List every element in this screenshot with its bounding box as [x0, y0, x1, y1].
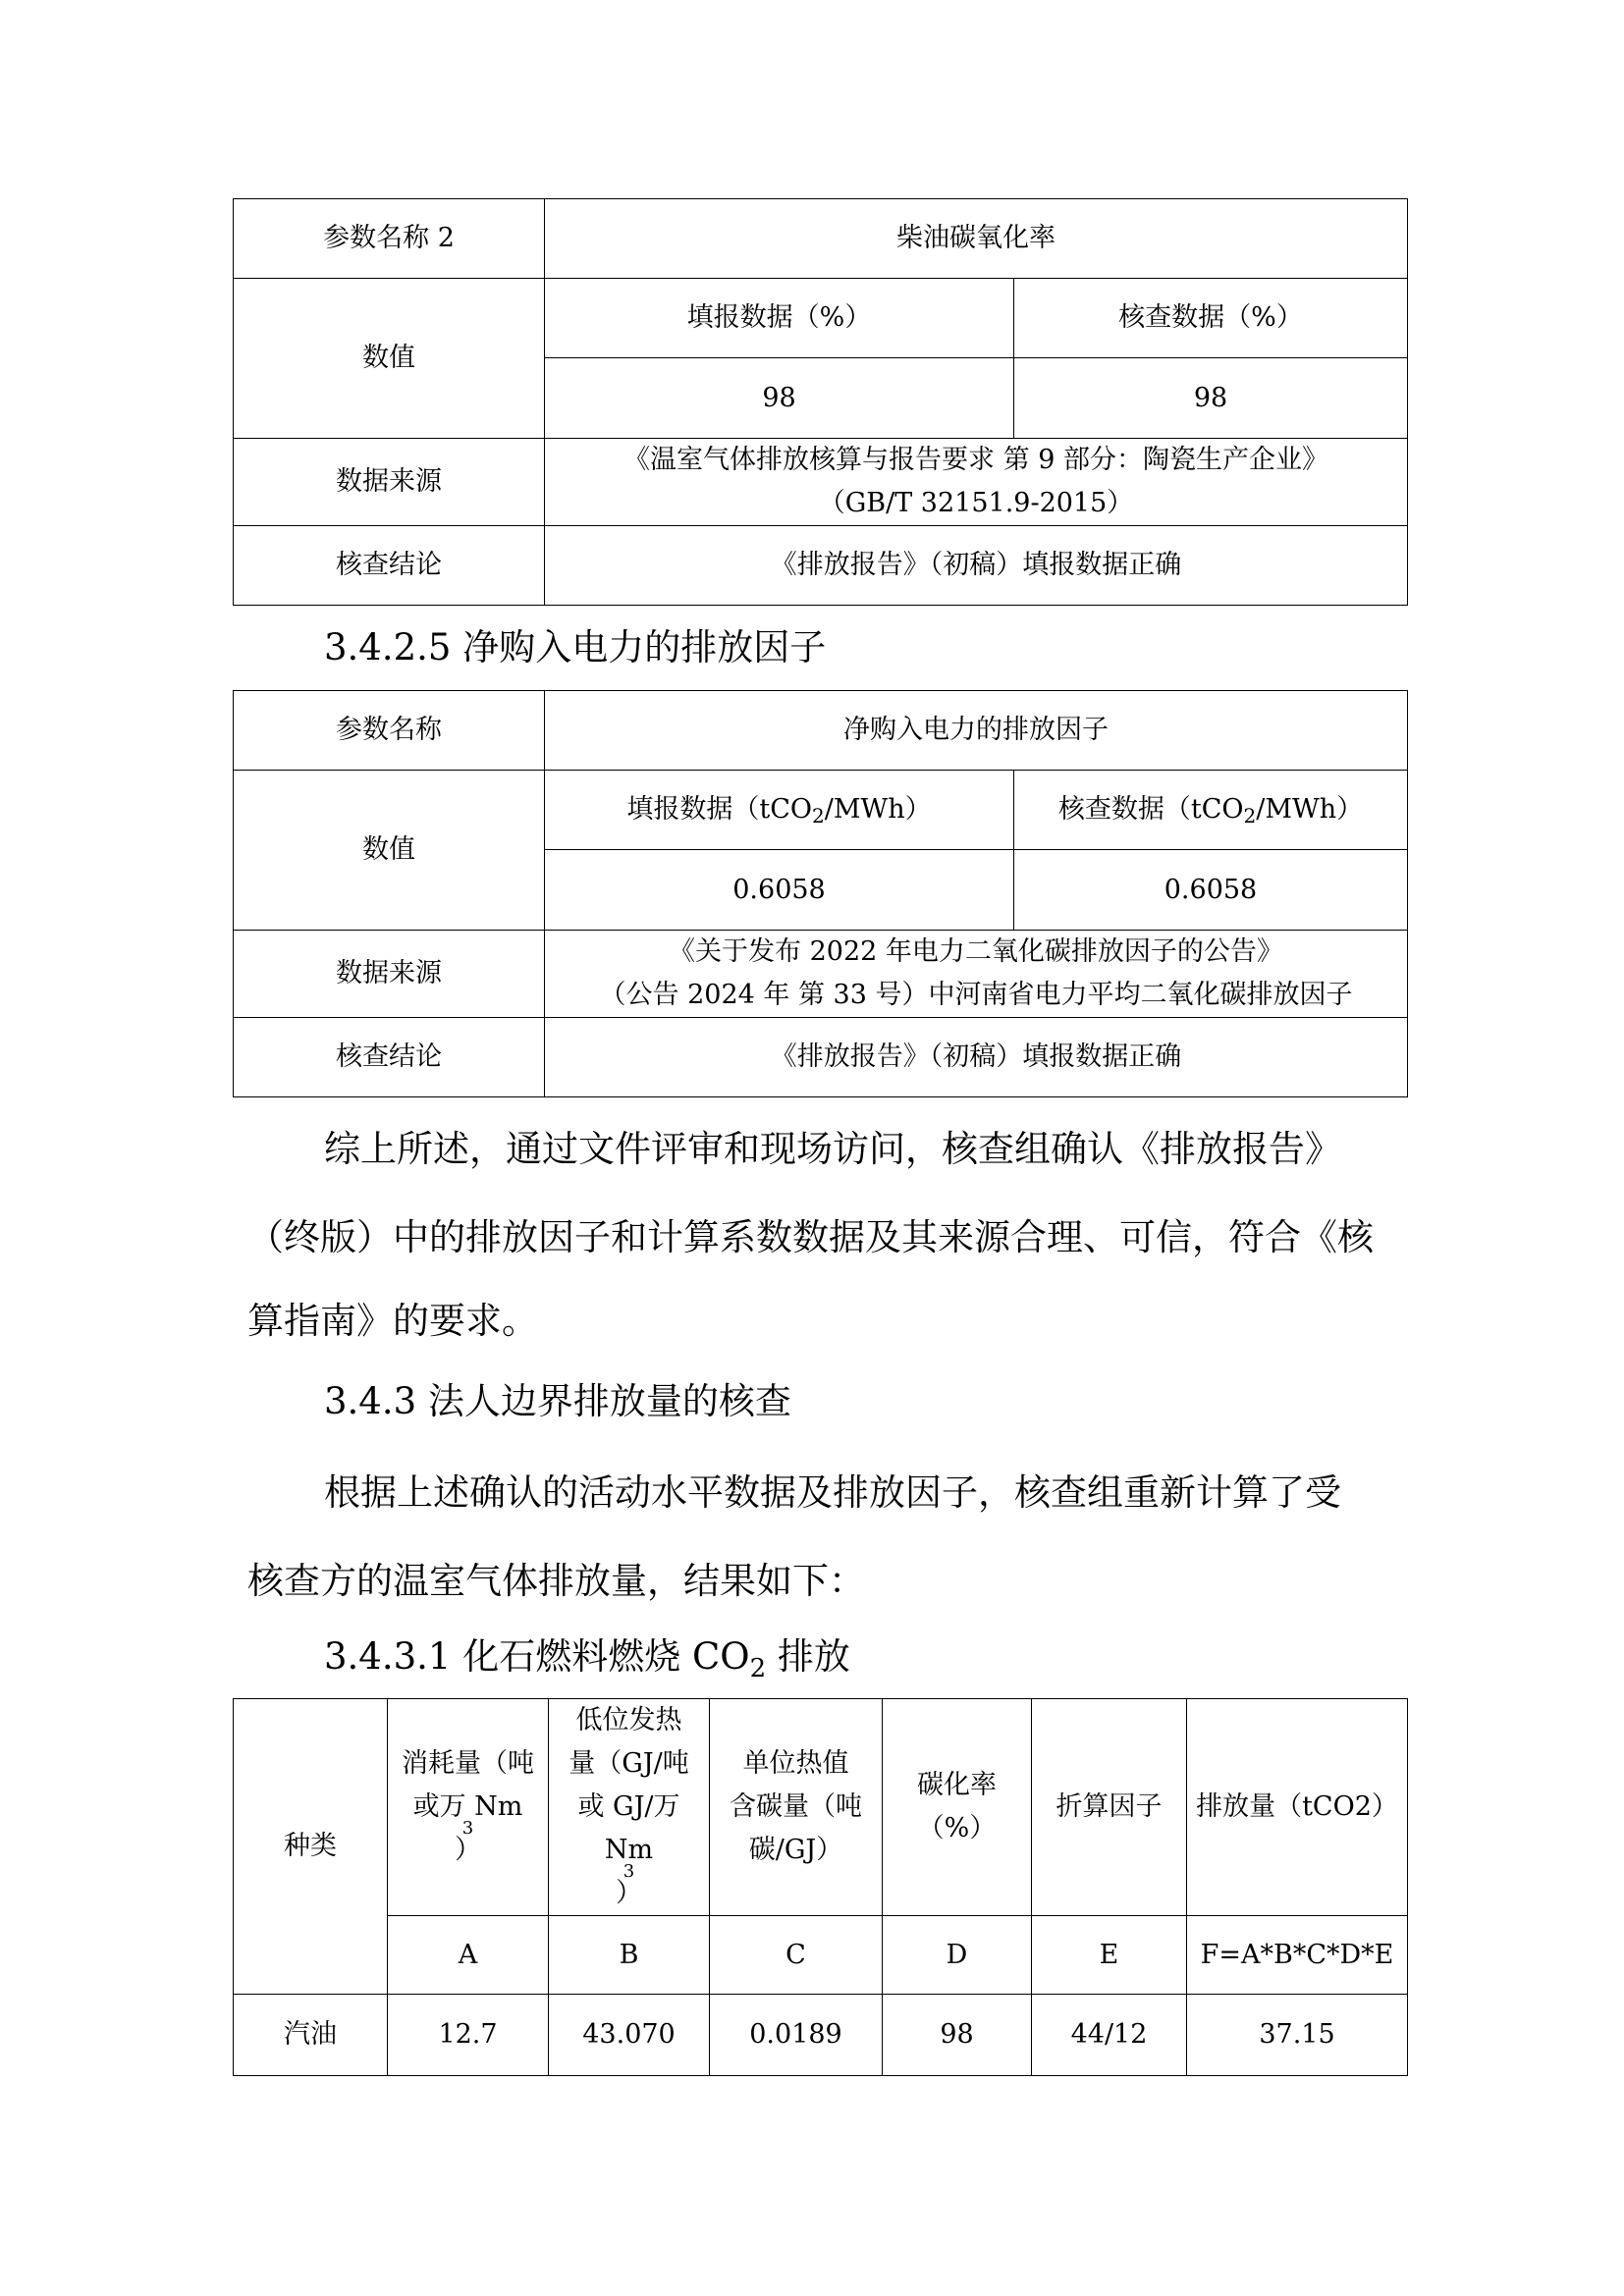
- value-a-cell: 12.7: [388, 1995, 549, 2076]
- letter-a: A: [388, 1916, 549, 1995]
- verified-value: 98: [1014, 358, 1408, 439]
- value-e-cell: 44/12: [1032, 1995, 1187, 2076]
- conclusion-value: 《排放报告》（初稿）填报数据正确: [545, 1018, 1408, 1097]
- source-value: [545, 439, 1408, 526]
- source-label: 数据来源: [234, 439, 545, 526]
- recalc-line: 核查方的温室气体排放量，结果如下：: [247, 1560, 865, 1602]
- recalc-line: 根据上述确认的活动水平数据及排放因子，核查组重新计算了受: [324, 1471, 1341, 1514]
- col-e-header: 折算因子: [1032, 1699, 1187, 1916]
- conclusion-value: 《排放报告》（初稿）填报数据正确: [545, 526, 1408, 606]
- value-b-cell: 43.070: [549, 1995, 710, 2076]
- formula-f: F=A*B*C*D*E: [1187, 1916, 1408, 1995]
- reported-value: 0.6058: [545, 850, 1014, 931]
- col-type-header: 种类: [234, 1699, 388, 1995]
- letter-e: E: [1032, 1916, 1187, 1995]
- col-f-header: 排放量（tCO2）: [1187, 1699, 1408, 1916]
- summary-line: 综上所述，通过文件评审和现场访问，核查组确认《排放报告》: [324, 1128, 1341, 1170]
- source-label: 数据来源: [234, 931, 545, 1018]
- value-f-cell: 37.15: [1187, 1995, 1408, 2076]
- value-label: 数值: [234, 771, 545, 931]
- section-heading-3425: 3.4.2.5 净购入电力的排放因子: [324, 626, 827, 668]
- value-c-cell: 0.0189: [710, 1995, 883, 2076]
- col-b-header: 低位发热 量（GJ/吨 或 GJ/万 Nm 3 ）: [549, 1699, 710, 1916]
- verified-value: 0.6058: [1014, 850, 1408, 931]
- col-c-header: 单位热值 含碳量（吨 碳/GJ）: [710, 1699, 883, 1916]
- reported-header: 填报数据（tCO$_2$/MWh）: [545, 771, 1014, 850]
- param-label: 参数名称: [234, 691, 545, 771]
- fossil-fuel-table: [233, 1698, 1408, 2076]
- source-line: 《关于发布 2022 年电力二氧化碳排放因子的公告》: [669, 936, 1283, 967]
- source-line: 《温室气体排放核算与报告要求 第 9 部分：陶瓷生产企业》: [623, 445, 1328, 475]
- source-value: [545, 931, 1408, 1018]
- value-label: 数值: [234, 279, 545, 439]
- value-d-cell: 98: [883, 1995, 1032, 2076]
- reported-header: 填报数据（%）: [545, 279, 1014, 358]
- verified-header: 核查数据（tCO$_2$/MWh）: [1014, 771, 1408, 850]
- col-d-header: 碳化率 （%）: [883, 1699, 1032, 1916]
- param-value: 柴油碳氧化率: [545, 199, 1408, 279]
- conclusion-label: 核查结论: [234, 1018, 545, 1097]
- letter-d: D: [883, 1916, 1032, 1995]
- section-heading-343: 3.4.3 法人边界排放量的核查: [324, 1380, 791, 1422]
- param-label: 参数名称 2: [234, 199, 545, 279]
- reported-value: 98: [545, 358, 1014, 439]
- summary-line: 算指南》的要求。: [247, 1300, 538, 1342]
- letter-c: C: [710, 1916, 883, 1995]
- electricity-factor-table: [233, 690, 1408, 1097]
- diesel-oxidation-table: [233, 198, 1408, 606]
- fuel-type-cell: 汽油: [234, 1995, 388, 2076]
- section-heading-3431: 3.4.3.1 化石燃料燃烧 $CO_2$ 排放: [324, 1635, 850, 1683]
- verified-header: 核查数据（%）: [1014, 279, 1408, 358]
- conclusion-label: 核查结论: [234, 526, 545, 606]
- letter-b: B: [549, 1916, 710, 1995]
- summary-line: （终版）中的排放因子和计算系数数据及其来源合理、可信，符合《核: [247, 1216, 1374, 1258]
- source-line: （GB/T 32151.9-2015）: [818, 488, 1134, 518]
- col-a-header: 消耗量（吨 或万 Nm 3 ）: [388, 1699, 549, 1916]
- source-line: （公告 2024 年 第 33 号）中河南省电力平均二氧化碳排放因子: [599, 980, 1353, 1010]
- param-value: 净购入电力的排放因子: [545, 691, 1408, 771]
